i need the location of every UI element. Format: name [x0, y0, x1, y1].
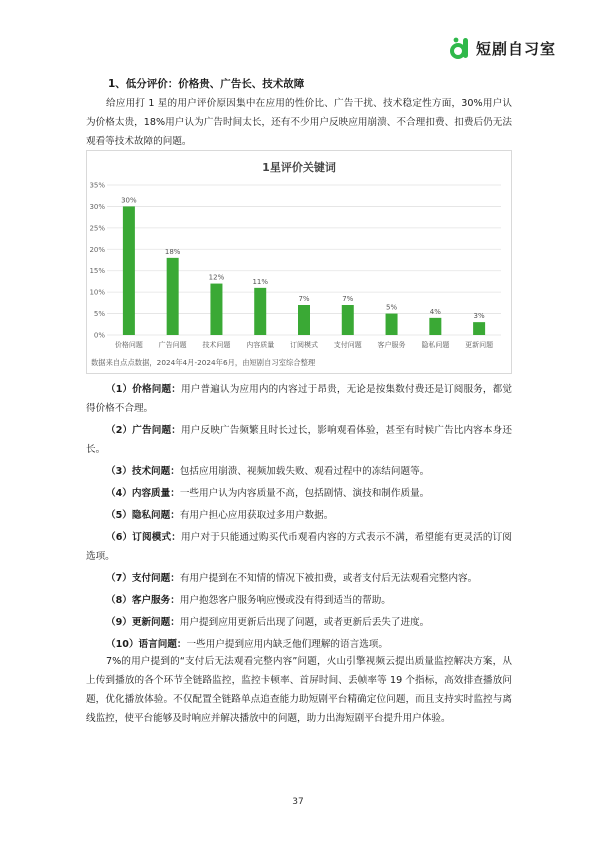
issue-item — [86, 613, 512, 632]
x-tick-label: 支付问题 — [333, 341, 362, 349]
x-tick-label: 广告问题 — [158, 341, 187, 349]
bar — [298, 305, 310, 335]
issue-label: （9）更新问题： — [106, 617, 180, 628]
data-label: 3% — [473, 312, 485, 321]
bar — [473, 322, 485, 335]
issue-text: 包括应用崩溃、视频加载失败、观看过程中的冻结问题等。 — [179, 466, 430, 477]
bar — [429, 318, 441, 335]
logo-text: 短剧自习室 — [475, 39, 556, 58]
page-number: 37 — [292, 797, 304, 807]
issue-text: 用户提到应用更新后出现了问题，或者更新后丢失了进度。 — [179, 617, 430, 628]
issue-item — [86, 506, 512, 525]
issue-text: 用户对于只能通过购买代币观看内容的方式表示不满，希望能有更灵活的订阅选项。 — [86, 532, 512, 562]
bar-chart — [87, 151, 511, 373]
x-tick-label: 内容质量 — [246, 341, 275, 349]
x-tick-label: 订阅模式 — [290, 341, 318, 349]
bar — [254, 288, 266, 335]
issue-label: （8）客户服务： — [106, 595, 180, 606]
y-tick-label: 25% — [89, 224, 105, 233]
issue-text: 用户反映广告频繁且时长过长，影响观看体验，甚至有时候广告比内容本身还长。 — [86, 425, 512, 455]
issue-item — [86, 380, 512, 418]
brand-logo — [450, 36, 556, 60]
issue-text: 一些用户提到应用内缺乏他们理解的语言选项。 — [186, 639, 388, 650]
issue-label: （1）价格问题： — [106, 384, 181, 395]
issue-item — [86, 484, 512, 503]
issue-item — [86, 421, 512, 459]
data-label: 30% — [121, 196, 137, 205]
issue-label: （4）内容质量： — [106, 488, 180, 499]
closing-paragraph: 7%的用户提到的“支付后无法观看完整内容”问题，火山引擎视频云提出质量监控解决方案，从上传到播放的各个环节全链路监控，监控卡顿率、首屏时间、丢帧率等 19 个指标，高效排查播放问题，优化播放体验。不仅配置全链路单点追查能力助短剧平台精确定位问题，而且支持实时监控与离线监控，使平台能够及时响应并解决播放中的问题，助力出海短剧平台提升用户体验。 — [86, 656, 512, 724]
data-label: 7% — [298, 295, 310, 303]
y-tick-label: 20% — [89, 245, 105, 254]
data-label: 7% — [342, 295, 354, 303]
issue-text: 用户普遍认为应用内的内容过于昂贵，无论是按集数付费还是订阅服务，都觉得价格不合理。 — [86, 384, 512, 414]
y-tick-label: 30% — [89, 202, 105, 211]
bar — [123, 206, 135, 335]
section-heading: 1、低分评价：价格贵、广告长、技术故障 — [108, 78, 305, 90]
x-tick-label: 技术问题 — [202, 341, 231, 349]
x-tick-label: 隐私问题 — [421, 341, 450, 349]
issue-label: （7）支付问题： — [106, 573, 180, 584]
y-tick-label: 35% — [89, 181, 105, 190]
issue-text: 用户抱怨客户服务响应慢或没有得到适当的帮助。 — [179, 595, 391, 606]
issue-text: 有用户提到在不知情的情况下被扣费，或者支付后无法观看完整内容。 — [179, 573, 478, 584]
data-label: 18% — [164, 247, 181, 256]
intro-paragraph: 给应用打 1 星的用户评价原因集中在应用的性价比、广告干扰、技术稳定性方面，30%用户认为价格太贵，18%用户认为广告时间太长，还有不少用户反映应用崩溃、不合理扣费、扣费后仍无法观看等技术故障的问题。 — [86, 98, 512, 147]
issue-item — [86, 462, 512, 481]
bar — [167, 258, 179, 335]
issue-text: 有用户担心应用获取过多用户数据。 — [179, 510, 334, 521]
y-tick-label: 10% — [89, 288, 105, 297]
issue-item — [86, 528, 512, 566]
issue-item — [86, 569, 512, 588]
data-label: 5% — [386, 303, 398, 312]
issue-list — [86, 380, 512, 657]
bar — [210, 284, 222, 335]
data-label: 4% — [429, 307, 441, 316]
issue-label: （5）隐私问题： — [106, 510, 180, 521]
issue-item — [86, 591, 512, 610]
issue-label: （2）广告问题： — [106, 425, 181, 436]
issue-label: （10）语言问题： — [106, 639, 187, 650]
y-tick-label: 15% — [89, 267, 105, 276]
y-tick-label: 5% — [93, 310, 105, 319]
chart-title: 1星评价关键词 — [262, 161, 336, 174]
keyword-chart — [86, 150, 512, 374]
y-tick-label: 0% — [93, 331, 105, 340]
data-label: 11% — [252, 277, 269, 286]
chart-source-note: 数据来自点点数据，2024年4月-2024年6月，由短剧自习室综合整理 — [91, 358, 316, 367]
logo-mark-icon — [450, 36, 472, 60]
x-tick-label: 更新问题 — [465, 341, 494, 349]
issue-text: 一些用户认为内容质量不高，包括剧情、演技和制作质量。 — [179, 488, 430, 499]
issue-label: （3）技术问题： — [106, 466, 180, 477]
x-tick-label: 价格问题 — [114, 341, 143, 349]
bar — [342, 305, 354, 335]
x-tick-label: 客户服务 — [377, 341, 406, 349]
bar — [386, 314, 398, 335]
data-label: 12% — [208, 273, 225, 282]
issue-label: （6）订阅模式： — [106, 532, 181, 543]
